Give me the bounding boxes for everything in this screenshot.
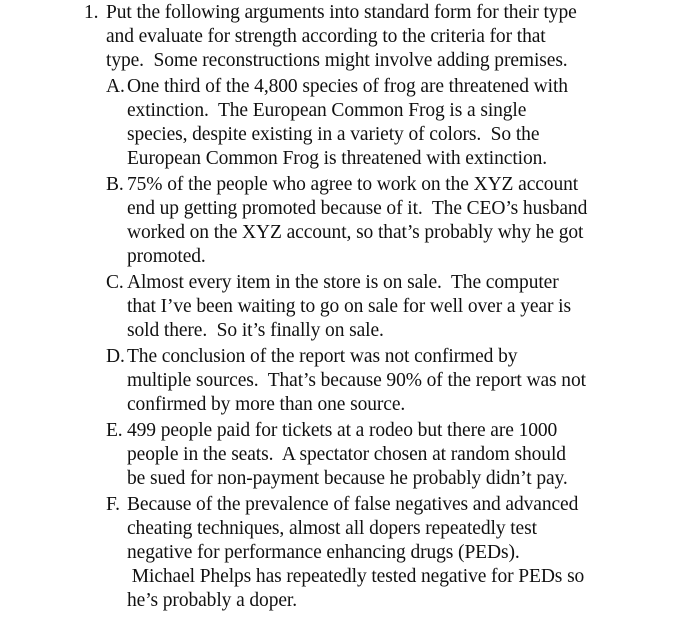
item-c-text: Almost every item in the store is on sale. The computer — [127, 272, 559, 293]
item-a-text: European Common Frog is threatened with extinction. — [127, 148, 548, 169]
item-a-text: species, despite existing in a variety of colors. So the — [127, 124, 540, 145]
item-f-text: negative for performance enhancing drugs (PEDs). — [127, 542, 520, 563]
item-f-text: cheating techniques, almost all dopers repeatedly test — [127, 518, 537, 539]
item-a-label: A. — [106, 76, 125, 97]
item-a-text: extinction. The European Common Frog is a single — [127, 100, 527, 121]
item-d-text: confirmed by more than one source. — [127, 394, 406, 415]
item-a-text: One third of the 4,800 species of frog are threatened with — [127, 76, 568, 97]
item-b-text: 75% of the people who agree to work on the XYZ account — [127, 174, 579, 195]
question-number: 1. — [84, 2, 99, 23]
item-b-label: B. — [106, 174, 124, 195]
item-c-text: sold there. So it’s finally on sale. — [127, 320, 384, 341]
item-b-text: worked on the XYZ account, so that’s probably why he got — [127, 222, 584, 243]
item-e-label: E. — [106, 420, 123, 441]
item-f-text: he’s probably a doper. — [127, 590, 298, 611]
item-f-text: Because of the prevalence of false negatives and advanced — [127, 494, 579, 515]
item-c-label: C. — [106, 272, 124, 293]
item-b-text: end up getting promoted because of it. The CEO’s husband — [127, 198, 588, 219]
question-intro-line: and evaluate for strength according to the criteria for that — [106, 26, 546, 47]
item-e-text: people in the seats. A spectator chosen at random should — [127, 444, 566, 465]
question-intro-line: Put the following arguments into standard form for their type — [106, 2, 577, 23]
item-b-text: promoted. — [127, 246, 206, 267]
item-c-text: that I’ve been waiting to go on sale for well over a year is — [127, 296, 571, 317]
item-e-text: 499 people paid for tickets at a rodeo but there are 1000 — [127, 420, 558, 441]
item-d-text: multiple sources. That’s because 90% of the report was not — [127, 370, 586, 391]
item-d-text: The conclusion of the report was not confirmed by — [127, 346, 518, 367]
item-f-label: F. — [106, 494, 120, 515]
question-intro-line: type. Some reconstructions might involve adding premises. — [106, 50, 568, 71]
item-f-text: Michael Phelps has repeatedly tested negative for PEDs so — [127, 566, 585, 587]
item-d-label: D. — [106, 346, 125, 367]
item-e-text: be sued for non-payment because he probably didn’t pay. — [127, 468, 568, 489]
